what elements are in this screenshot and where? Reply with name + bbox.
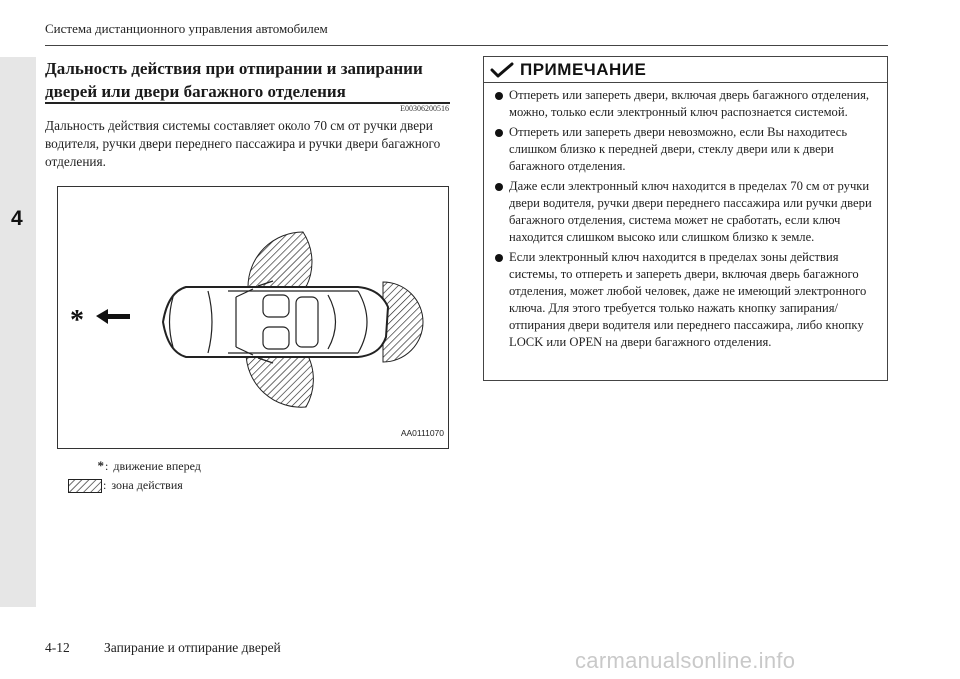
chapter-side-tab	[0, 57, 36, 607]
page-number: 4-12	[45, 640, 70, 655]
title-underline	[45, 102, 450, 104]
legend-zone	[68, 478, 183, 493]
note-item-text: Если электронный ключ находится в пределах зоны действия системы, то отпереть и запереть двери, включая дверь багажного отделения, может любой человек, даже не имеющий электронного ключа. Для этого требуется только нажать кнопку запирания/отпирания двери водителя или переднего пассажира, либо кнопку LOCK или OPEN на двери багажного отделения.	[509, 250, 867, 349]
bullet-icon	[495, 129, 503, 137]
note-box	[483, 56, 888, 381]
footer-section-title: Запирание и отпирание дверей	[104, 640, 281, 655]
driver-door-range-zone	[248, 232, 312, 287]
car-top-view-illustration	[58, 187, 448, 448]
forward-direction-arrow	[96, 309, 130, 324]
note-item	[492, 178, 884, 246]
legend-separator: :	[103, 478, 107, 492]
forward-star-symbol: *	[70, 305, 84, 336]
figure-code: AA0111070	[400, 428, 444, 438]
legend-forward	[68, 458, 201, 474]
section-title-line-1: Дальность действия при отпирании и запирании	[45, 59, 423, 78]
note-item-text: Даже если электронный ключ находится в пределах 70 см от ручки двери водителя, ручки двери переднего пассажира или ручки двери багажного отделения, система может не сработать, если ключ находится слишком высоко или слишком близко к земле.	[509, 179, 872, 244]
legend-star-symbol: *	[97, 458, 104, 473]
note-item-text: Отпереть или запереть двери, включая дверь багажного отделения, можно, только если электронный ключ распознается системой.	[509, 88, 870, 119]
note-item	[492, 124, 884, 175]
note-title: ПРИМЕЧАНИЕ	[520, 60, 647, 79]
chapter-number: 4	[11, 207, 23, 230]
range-diagram	[57, 186, 449, 449]
legend-hatch-swatch	[68, 479, 102, 493]
tailgate-range-zone	[383, 282, 423, 362]
note-item	[492, 87, 884, 121]
section-title	[45, 57, 455, 103]
watermark: carmanualsonline.info	[575, 648, 796, 673]
header-divider	[45, 45, 888, 46]
bullet-icon	[495, 92, 503, 100]
legend-forward-text: движение вперед	[113, 458, 201, 473]
passenger-door-range-zone	[246, 352, 313, 407]
note-item	[492, 249, 884, 351]
bullet-icon	[495, 254, 503, 262]
note-check-icon	[490, 62, 514, 78]
car-body	[163, 287, 388, 357]
legend-zone-text: зона действия	[111, 478, 183, 492]
note-list	[492, 87, 884, 354]
note-item-text: Отпереть или запереть двери невозможно, если Вы находитесь слишком близко к передней двери, стеклу двери или к двери багажного отделения.	[509, 125, 848, 173]
bullet-icon	[495, 183, 503, 191]
section-code: E00306200516	[400, 104, 449, 113]
section-title-line-2: дверей или двери багажного отделения	[45, 82, 346, 101]
note-header	[490, 60, 646, 80]
legend-separator: :	[105, 458, 109, 473]
section-body-text: Дальность действия системы составляет около 70 см от ручки двери водителя, ручки двери переднего пассажира и ручки двери багажного отделения.	[45, 118, 441, 169]
running-header: Система дистанционного управления автомобилем	[45, 21, 328, 36]
note-divider	[484, 82, 887, 83]
